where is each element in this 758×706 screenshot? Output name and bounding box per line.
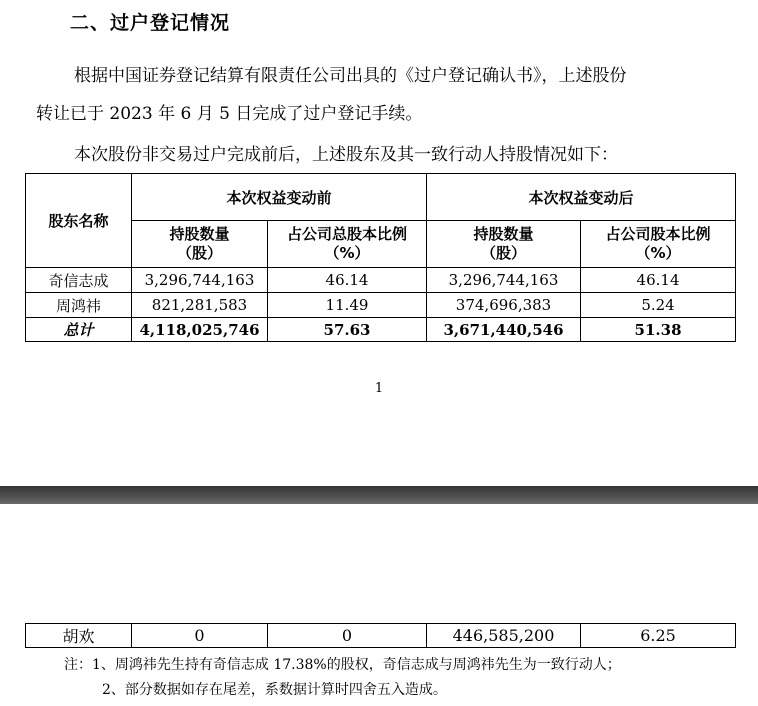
cell-before-shares: 821,281,583 [132, 293, 268, 318]
cell-name: 周鸿祎 [26, 293, 132, 318]
header-after-ratio: 占公司股本比例 （%） [581, 221, 736, 268]
page-separator [0, 486, 758, 504]
cell-after-ratio: 46.14 [581, 268, 736, 293]
header-after-shares: 持股数量 （股） [427, 221, 581, 268]
cell-total-after-shares: 3,671,440,546 [427, 318, 581, 342]
header-after-change: 本次权益变动后 [427, 174, 736, 221]
cell-total-label: 总计 [26, 318, 132, 342]
document-page-2 [0, 504, 758, 706]
header-shareholder: 股东名称 [26, 174, 132, 268]
cell-total-before-shares: 4,118,025,746 [132, 318, 268, 342]
cell-before-ratio: 46.14 [268, 268, 427, 293]
cell-before-ratio: 0 [268, 624, 427, 648]
page-number: 1 [374, 381, 384, 396]
cell-after-ratio: 6.25 [581, 624, 736, 648]
cell-total-before-ratio: 57.63 [268, 318, 427, 342]
cell-after-shares: 446,585,200 [427, 624, 581, 648]
cell-after-ratio: 5.24 [581, 293, 736, 318]
cell-before-shares: 3,296,744,163 [132, 268, 268, 293]
cell-total-after-ratio: 51.38 [581, 318, 736, 342]
footnote-1: 注：1、周鸿祎先生持有奇信志成 17.38%的股权，奇信志成与周鸿祎先生为一致行动人； [64, 657, 621, 673]
paragraph-line-1: 根据中国证券登记结算有限责任公司出具的《过户登记确认书》，上述股份 [74, 66, 627, 86]
cell-name: 胡欢 [26, 624, 132, 648]
cell-after-shares: 374,696,383 [427, 293, 581, 318]
cell-before-shares: 0 [132, 624, 268, 648]
header-before-shares: 持股数量 （股） [132, 221, 268, 268]
table-row [26, 624, 736, 648]
shareholding-table-continued [25, 623, 736, 648]
table-total-row [26, 318, 736, 342]
shareholding-table [25, 173, 736, 342]
header-before-ratio: 占公司总股本比例 （%） [268, 221, 427, 268]
cell-after-shares: 3,296,744,163 [427, 268, 581, 293]
header-before-change: 本次权益变动前 [132, 174, 427, 221]
cell-name: 奇信志成 [26, 268, 132, 293]
paragraph-line-2: 转让已于 2023 年 6 月 5 日完成了过户登记手续。 [36, 104, 423, 124]
table-row [26, 293, 736, 318]
cell-before-ratio: 11.49 [268, 293, 427, 318]
table-row [26, 268, 736, 293]
paragraph-line-3: 本次股份非交易过户完成前后，上述股东及其一致行动人持股情况如下： [74, 145, 618, 165]
section-heading: 二、过户登记情况 [70, 12, 231, 34]
footnote-2: 2、部分数据如存在尾差，系数据计算时四舍五入造成。 [102, 682, 447, 698]
